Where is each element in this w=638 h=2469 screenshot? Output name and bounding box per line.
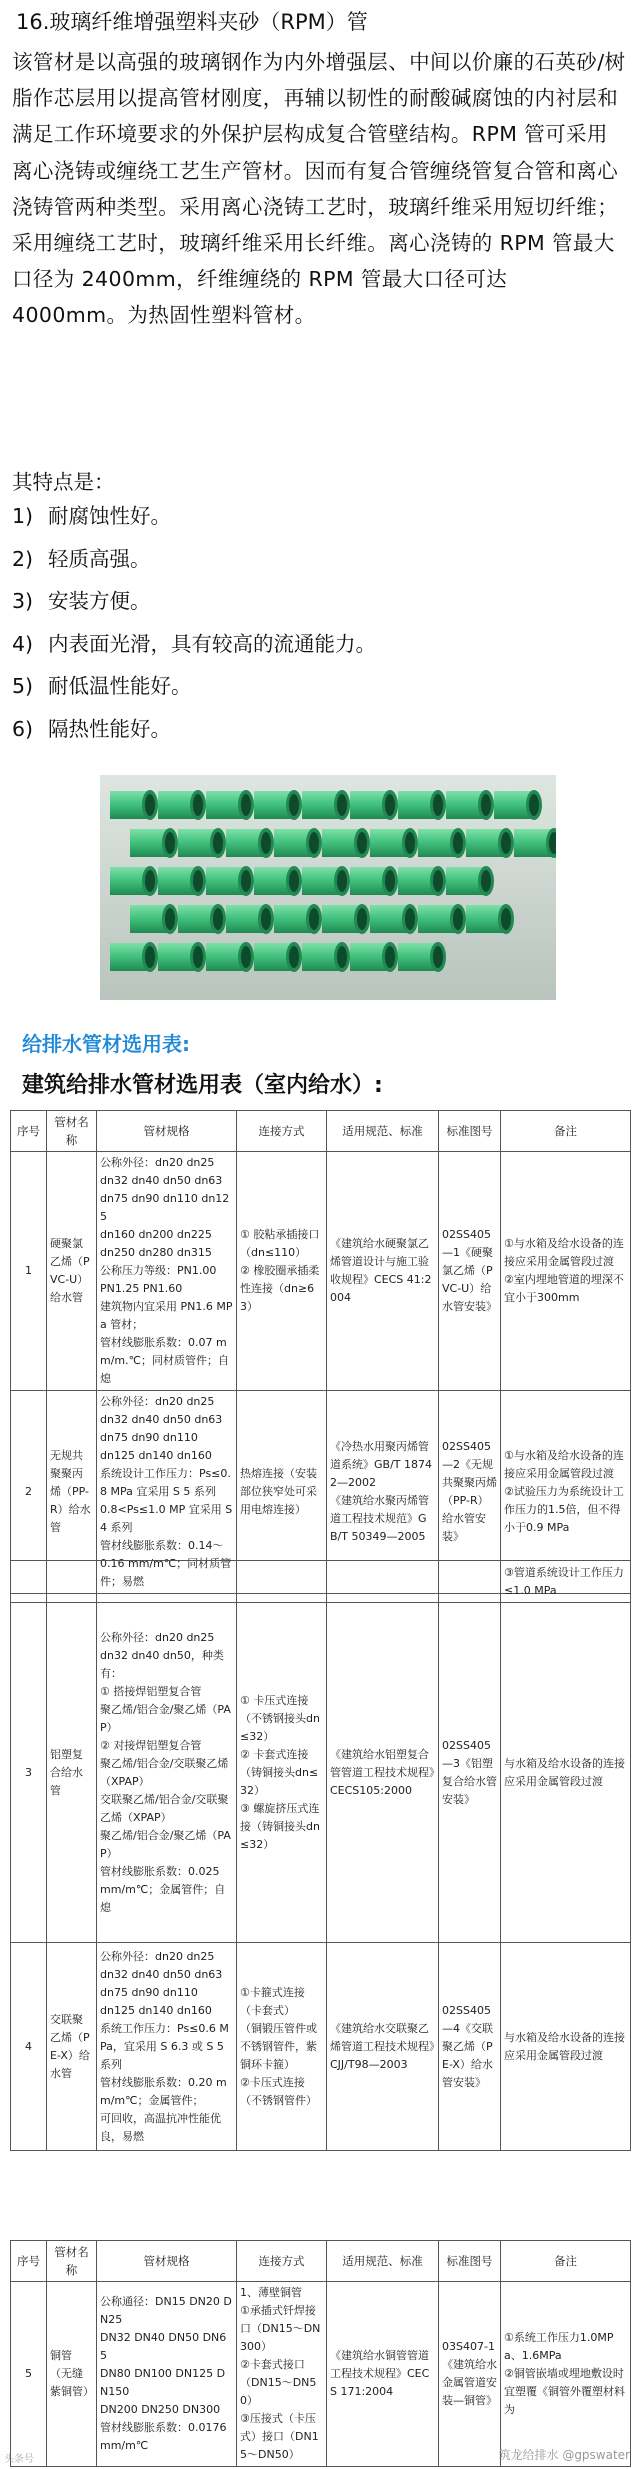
pipe-opening	[337, 946, 347, 968]
col-header-standard: 适用规范、标准	[327, 1111, 439, 1152]
row-no: 2	[11, 1391, 47, 1594]
col-header-connection: 连接方式	[237, 1111, 327, 1152]
col-header-figure: 标准图号	[439, 1111, 501, 1152]
table-row	[11, 1152, 631, 1391]
paragraph-text: 该管材是以高强的玻璃钢作为内外增强层、中间以价廉的石英砂/树脂作芯层用以提高管材刚度，再辅以韧性的耐酸碱腐蚀的内衬层和满足工作环境要求的外保护层构成复合管壁结构。RPM 管可采用离心浇铸或缠绕工艺生产管材。因而有复合管缠绕管复合管和离心浇铸管两种类型。采用离心浇铸工艺时，玻璃纤维采用短切纤维；采用缠绕工艺时，玻璃纤维采用长纤维。离心浇铸的 RPM 管最大口径为 2400mm，纤维缠绕的 RPM 管最大口径可达 4000mm。为热固性塑料管材。	[12, 50, 626, 328]
pipe-opening	[501, 832, 511, 854]
col-header-note: 备注	[501, 1111, 631, 1152]
features-list	[12, 500, 376, 755]
pipe-opening	[501, 908, 511, 930]
col-header-spec: 管材规格	[97, 1111, 237, 1152]
row-note: ①与水箱及给水设备的连接应采用金属管段过渡 ②试验压力为系统设计工作压力的1.5倍，但不得小于0.9 MPa	[501, 1391, 631, 1594]
row-figure: 02SS405—2《无规共聚聚丙烯（PP-R）给水管安装》	[439, 1391, 501, 1594]
pipe-opening	[145, 870, 155, 892]
pipe-opening	[405, 908, 415, 930]
pipe-opening	[309, 832, 319, 854]
row-connection: 1、薄壁铜管 ①承插式钎焊接口（DN15～DN300） ②卡套式接口（DN15～DN50） ③压接式（卡压式）接口（DN15～DN50）	[237, 2282, 327, 2467]
table-header-row: 序号 管材名称 管材规格 连接方式 适用规范、标准 标准图号 备注	[11, 2241, 631, 2282]
row-standard: 《建筑给水铜管管道工程技术规程》CECS 171:2004	[327, 2282, 439, 2467]
row-pipe-name: 硬聚氯乙烯（PVC-U）给水管	[47, 1152, 97, 1391]
pipe-opening	[213, 908, 223, 930]
pipe-selection-table-part1	[10, 1110, 631, 1594]
row-standard: 《建筑给水交联聚乙烯管道工程技术规程》CJJ/T98—2003	[327, 1943, 439, 2151]
pipe-opening	[385, 946, 395, 968]
pipe-opening	[357, 908, 367, 930]
row-figure: 03S407-1《建筑给水金属管道安装—铜管》	[439, 2282, 501, 2467]
pipe-opening	[289, 870, 299, 892]
pipe-opening	[481, 794, 491, 816]
table-row	[11, 1561, 631, 1603]
row-no: 4	[11, 1943, 47, 2151]
pipe-opening	[165, 832, 175, 854]
list-item: 5) 耐低温性能好。	[12, 674, 192, 698]
row-pipe-name: 铝塑复合给水管	[47, 1603, 97, 1943]
pipe-opening	[309, 908, 319, 930]
table-row	[11, 1943, 631, 2151]
list-item: 1) 耐腐蚀性好。	[12, 504, 171, 528]
pipe-opening	[433, 794, 443, 816]
list-item: 2) 轻质高强。	[12, 546, 151, 571]
row-pipe-name: 铜管（无缝紫铜管）	[47, 2282, 97, 2467]
row-connection: ① 卡压式连接（不锈钢接头dn≤32） ② 卡套式连接（铸铜接头dn≤32） ③ 螺旋挤压式连接（铸铜接头dn≤32）	[237, 1603, 327, 1943]
pipe-opening	[529, 794, 539, 816]
row-spec: 公称外径：dn20 dn25 dn32 dn40 dn50，种类有： ① 搭接焊铝塑复合管 聚乙烯/铝合金/聚乙烯（PAP） ② 对接焊铝塑复合管 聚乙烯/铝合金/交联聚乙烯（XPAP） 交联聚乙烯/铝合金/交联聚乙烯（XPAP） 聚乙烯/铝合金/聚乙烯（PAP） 管材线膨胀系数：0.025 mm/m℃；金属管件；自熄	[97, 1603, 237, 1943]
pipe-opening	[193, 946, 203, 968]
green-pipes-photo	[100, 775, 556, 1000]
table-row	[11, 1603, 631, 1943]
row-spec: 公称外径：dn20 dn25 dn32 dn40 dn50 dn63 dn75 dn90 dn110 dn125 dn140 dn160 系统工作压力：Ps≤0.6 MPa，宜采用 S 6.3 或 S 5 系列 管材线膨胀系数：0.20 mm/m℃；金属管件； 可回收，高温抗冲性能优良，易燃	[97, 1943, 237, 2151]
pipe-opening	[289, 794, 299, 816]
list-item: 6) 隔热性能好。	[12, 716, 171, 741]
pipe-opening	[337, 870, 347, 892]
pipe-opening	[145, 794, 155, 816]
pipe-opening	[433, 946, 443, 968]
pipe-opening	[289, 946, 299, 968]
list-item: 4) 内表面光滑，具有较高的流通能力。	[12, 631, 376, 656]
pipe-opening	[261, 832, 271, 854]
pipe-opening	[453, 832, 463, 854]
pipe-opening	[145, 946, 155, 968]
pipe-opening	[241, 870, 251, 892]
pipe-opening	[385, 870, 395, 892]
pipe-opening	[241, 794, 251, 816]
pipe-opening	[453, 908, 463, 930]
selection-table-section-title: 给排水管材选用表:	[22, 1032, 190, 1056]
pipe-opening	[405, 832, 415, 854]
row-figure: 02SS405—4《交联聚乙烯（PE-X）给水管安装》	[439, 1943, 501, 2151]
watermark-right: 筑龙给排水 @gpswater	[498, 2448, 630, 2462]
pipe-opening	[261, 908, 271, 930]
pipe-opening	[165, 908, 175, 930]
row-standard: 《建筑给水硬聚氯乙烯管道设计与施工验收规程》CECS 41:2004	[327, 1152, 439, 1391]
table-title: 建筑给排水管材选用表（室内给水）:	[22, 1073, 383, 1098]
table-header-row	[11, 1111, 631, 1152]
pipe-selection-table-part3	[10, 2240, 631, 2467]
pipe-opening	[433, 870, 443, 892]
row-connection: 热熔连接（安装部位狭窄处可采用电熔连接）	[237, 1391, 327, 1594]
pipe-selection-table-part2	[10, 1560, 631, 2151]
row-note: ①与水箱及给水设备的连接应采用金属管段过渡 ②室内埋地管道的埋深不宜小于300mm	[501, 1152, 631, 1391]
col-header-name: 管材名称	[47, 1111, 97, 1152]
row-no: 3	[11, 1603, 47, 1943]
row-connection: ① 胶粘承插接口（dn≤110） ② 橡胶圈承插柔性连接（dn≥63）	[237, 1152, 327, 1391]
pipe-opening	[337, 794, 347, 816]
row-pipe-name: 无规共聚聚丙烯（PP-R）给水管	[47, 1391, 97, 1594]
features-title: 其特点是：	[12, 470, 115, 494]
table-row	[11, 2282, 631, 2467]
row-no: 5	[11, 2282, 47, 2467]
list-item: 3) 安装方便。	[12, 589, 151, 613]
row-spec: 公称外径：dn20 dn25 dn32 dn40 dn50 dn63 dn75 dn90 dn110 dn125 dn140 dn160 系统设计工作压力：Ps≤0.8 MPa 宜采用 S 5 系列 0.8<Ps≤1.0 MP 宜采用 S4 系列 管材线膨胀系数：0.14～0.16 mm/m℃；同材质管件；易燃	[97, 1391, 237, 1594]
pipe-opening	[241, 946, 251, 968]
row-spec: 公称外径：dn20 dn25 dn32 dn40 dn50 dn63 dn75 dn90 dn110 dn125 dn160 dn200 dn225 dn250 dn280 dn315 公称压力等级：PN1.00 PN1.25 PN1.60 建筑物内宜采用 PN1.6 MPa 管材； 管材线膨胀系数：0.07 mm/m.℃；同材质管件；自熄	[97, 1152, 237, 1391]
pipe-opening	[193, 870, 203, 892]
watermark-left: 头条号	[4, 2454, 34, 2465]
row-note-continued: ③管道系统设计工作压力≤1.0 MPa	[501, 1561, 631, 1603]
row-spec: 公称通径：DN15 DN20 DN25 DN32 DN40 DN50 DN65 DN80 DN100 DN125 DN150 DN200 DN250 DN300 管材线膨胀系数：0.0176 mm/m℃	[97, 2282, 237, 2467]
row-note: 与水箱及给水设备的连接应采用金属管段过渡	[501, 1943, 631, 2151]
row-figure: 02SS405—3《铝塑复合给水管安装》	[439, 1603, 501, 1943]
row-pipe-name: 交联聚乙烯（PE-X）给水管	[47, 1943, 97, 2151]
row-connection: ①卡箍式连接（卡套式） （铜锻压管件或不锈钢管件，紫铜环卡箍） ②卡压式连接（不锈钢管件）	[237, 1943, 327, 2151]
row-no: 1	[11, 1152, 47, 1391]
pipe-opening	[357, 832, 367, 854]
col-header-no: 序号	[11, 1111, 47, 1152]
row-standard: 《建筑给水铝塑复合管管道工程技术规程》CECS105:2000	[327, 1603, 439, 1943]
rpm-description-paragraph	[12, 44, 628, 334]
row-note: ①系统工作压力1.0MPa、1.6MPa ②铜管嵌墙或埋地敷设时宜塑覆《铜管外覆塑材料为	[501, 2282, 631, 2467]
row-figure: 02SS405—1《硬聚氯乙烯（PVC-U）给水管安装》	[439, 1152, 501, 1391]
row-note: 与水箱及给水设备的连接应采用金属管段过渡	[501, 1603, 631, 1943]
pipe-opening	[213, 832, 223, 854]
pipe-opening	[481, 870, 491, 892]
pipe-opening	[193, 794, 203, 816]
pipe-opening	[385, 794, 395, 816]
section-heading: 16.玻璃纤维增强塑料夹砂（RPM）管	[16, 10, 368, 34]
row-standard: 《冷热水用聚丙烯管道系统》GB/T 18742—2002 《建筑给水聚丙烯管道工程技术规范》GB/T 50349—2005	[327, 1391, 439, 1594]
